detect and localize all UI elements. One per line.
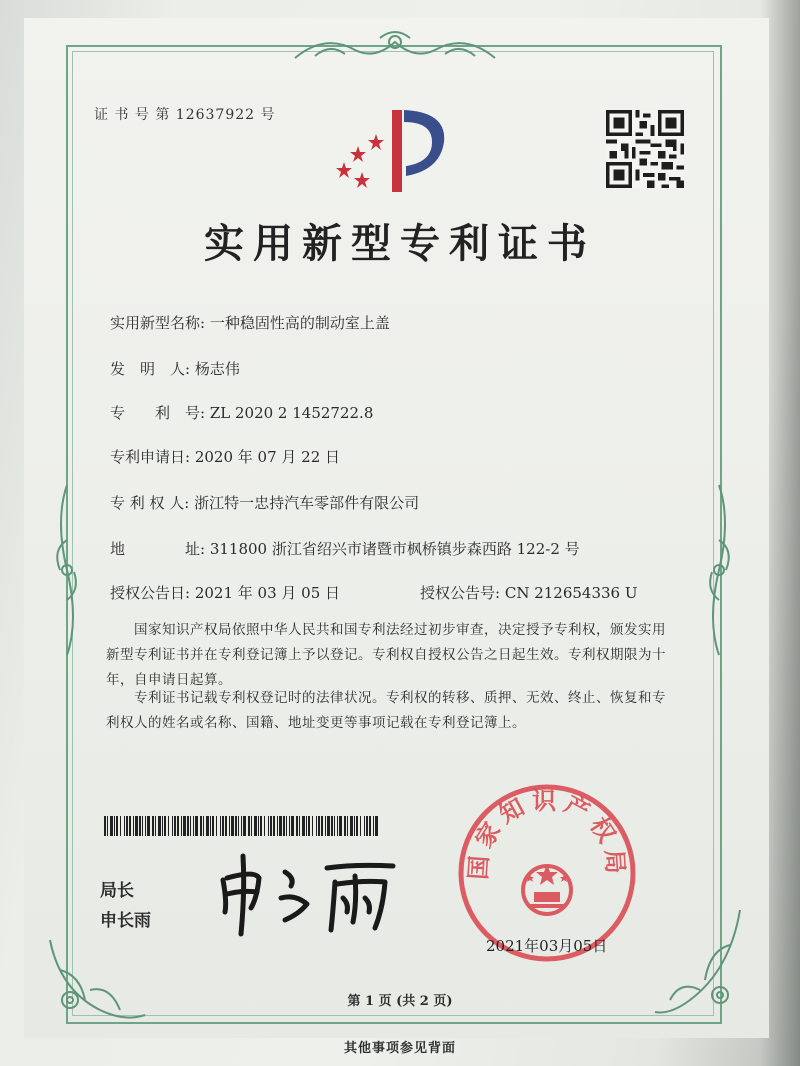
barcode-bar [375,816,378,836]
left-ornament-icon [50,480,84,660]
barcode-bar [162,816,163,836]
field-value: 2020 年 07 月 22 日 [194,448,341,466]
barcode-bar [190,816,191,836]
barcode-bar [229,816,230,836]
barcode-bar [220,816,221,836]
barcode-bar [124,816,125,836]
right-ornament-icon [702,480,736,660]
barcode-bar [158,816,161,836]
field-value: 311800 浙江省绍兴市诸暨市枫桥镇步森西路 122-2 号 [209,540,580,558]
barcode-bar [264,816,265,836]
field-label: 授权公告日: [110,584,191,602]
barcode-bar [238,816,239,836]
field-label: 专 利 权 人: [110,494,190,512]
field-value: 浙江特一忠持汽车零部件有限公司 [194,494,420,512]
barcode-bar [354,816,355,836]
paragraph-line: 国家知识产权局依照中华人民共和国专利法经过初步审查，决定授予专利权，颁发实用 [106,622,666,638]
barcode-bar [260,816,262,836]
back-note: 其他事项参见背面 [343,1041,456,1056]
barcode-bar [369,816,371,836]
barcode-bar [206,816,209,836]
barcode-bar [222,816,224,836]
field-label: 发 明 人: [110,360,191,378]
barcode-bar [286,816,287,836]
field-grant-date [110,582,340,603]
barcode-bar [187,816,189,836]
barcode-bar [235,816,237,836]
barcode-bar [216,816,217,836]
barcode-bar [225,816,227,836]
barcode-bar [181,816,182,836]
barcode-bar [337,816,338,836]
top-ornament-icon [285,28,505,68]
barcode-bar [373,816,374,836]
barcode-bar [193,816,194,836]
barcode-bar [210,816,211,836]
barcode-bar [135,816,138,836]
barcode-bar [302,816,305,836]
barcode-bar [172,816,173,836]
field-value: 2021 年 03 月 05 日 [194,584,341,602]
barcode-bar [283,816,285,836]
barcode-bar [248,816,250,836]
barcode-bar [133,816,134,836]
barcode-bar [306,816,307,836]
barcode-bar [289,816,290,836]
barcode-bar [251,816,252,836]
barcode-bar [243,816,246,836]
paragraph-line: 新型专利证书并在专利登记簿上予以登记。专利权自授权公告之日起生效。专利权期限为十 [106,647,666,663]
barcode-bar [129,816,131,836]
barcode-bar [114,816,115,836]
barcode-bar [350,816,353,836]
barcode-bar [195,816,198,836]
barcode-bar [164,816,166,836]
field-label: 地 址: [110,540,206,558]
barcode-bar [312,816,313,836]
barcode-bar [212,816,214,836]
certificate-number: 证 书 号 第 12637922 号 [94,107,276,123]
barcode-bar [318,816,320,836]
barcode-bar [277,816,278,836]
barcode-bar [331,816,333,836]
director-name: 申长雨 [100,911,151,931]
barcode-icon [104,816,378,836]
paragraph-line: 利权人的姓名或名称、国籍、地址变更等事项记载在专利登记簿上。 [106,715,526,731]
barcode-bar [334,816,335,836]
barcode-bar [116,816,118,836]
barcode-bar [152,816,154,836]
barcode-bar [203,816,204,836]
field-label: 专 利 号: [110,404,206,422]
barcode-bar [347,816,348,836]
field-patentee [110,492,419,513]
barcode-bar [339,816,342,836]
barcode-bar [126,816,128,836]
barcode-bar [110,816,113,836]
field-label: 实用新型名称: [110,314,206,332]
barcode-bar [147,816,150,836]
grant-statement-paragraph [106,618,686,693]
field-value: ZL 2020 2 1452722.8 [209,404,374,422]
field-value: 一种稳固性高的制动室上盖 [209,314,390,332]
barcode-bar [145,816,146,836]
paragraph-line: 年，自申请日起算。 [106,672,232,688]
paragraph-line: 专利证书记载专利权登记时的法律状况。专利权的转移、质押、无效、终止、恢复和专 [106,690,666,706]
barcode-bar [254,816,257,836]
seal-date: 2021年03月05日 [486,937,608,955]
field-label: 授权公告号: [420,584,501,602]
barcode-bar [316,816,317,836]
barcode-bar [291,816,294,836]
field-utility-model-name [110,312,390,333]
barcode-bar [200,816,202,836]
barcode-bar [104,816,106,836]
barcode-bar [231,816,234,836]
barcode-bar [155,816,156,836]
field-value: 杨志伟 [194,360,240,378]
barcode-bar [174,816,176,836]
barcode-bar [268,816,269,836]
barcode-bar [356,816,358,836]
director-signature-icon [215,842,405,938]
barcode-bar [241,816,242,836]
barcode-bar [364,816,365,836]
field-grant-number [420,582,638,603]
barcode-bar [120,816,121,836]
barcode-bar [299,816,300,836]
barcode-bar [258,816,259,836]
barcode-bar [273,816,275,836]
barcode-bar [139,816,141,836]
page-indicator: 第 1 页 (共 2 页) [347,994,453,1009]
field-value: CN 212654336 U [504,584,638,602]
bottom-left-ornament-icon [40,930,150,1030]
field-inventor [110,358,240,379]
barcode-bar [177,816,179,836]
svg-text:国家知识产权局: 国家知识产权局 [464,787,630,881]
barcode-bar [327,816,330,836]
field-patent-number [110,402,373,423]
barcode-bar [308,816,310,836]
barcode-bar [366,816,368,836]
qr-code-icon [606,110,684,188]
barcode-bar [168,816,169,836]
barcode-bar [183,816,186,836]
barcode-bar [279,816,282,836]
field-address [110,538,580,559]
barcode-bar [325,816,326,836]
barcode-bar [344,816,346,836]
barcode-bar [321,816,323,836]
barcode-bar [296,816,298,836]
barcode-bar [270,816,272,836]
bottom-right-ornament-icon [650,900,750,1030]
certificate-title: 实用新型专利证书 [204,221,596,267]
patent-office-emblem-icon [332,102,450,194]
barcode-bar [107,816,108,836]
field-application-date [110,446,340,467]
legal-status-paragraph [106,686,686,736]
field-label: 专利申请日: [110,448,191,466]
barcode-bar [360,816,361,836]
director-title: 局长 [100,881,134,901]
barcode-bar [142,816,143,836]
